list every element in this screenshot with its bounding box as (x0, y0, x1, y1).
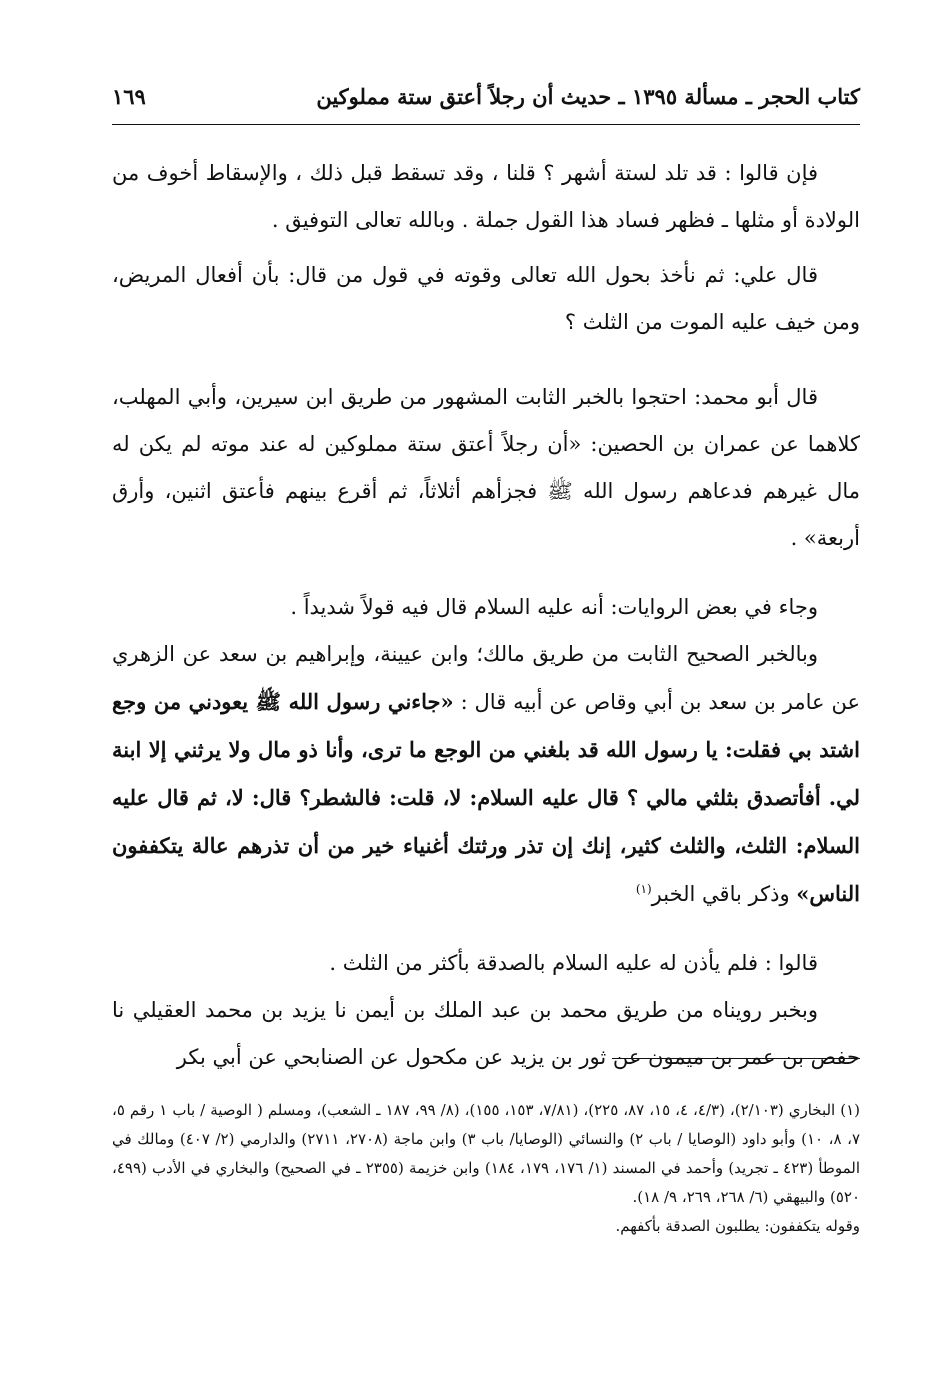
header-rule (112, 124, 860, 125)
paragraph-6: قالوا : فلم يأذن له عليه السلام بالصدقة بأكثر من الثلث . (329, 951, 818, 975)
hadith-quote: «جاءني رسول الله ﷺ يعودني من وجع اشتد بي فقلت: يا رسول الله قد بلغني من الوجع ما ترى، وأنا ذو مال ولا يرثني إلا ابنة لي. أفأتصدق بثلثي مالي ؟ قال عليه السلام: لا، قلت: فالشطر؟ قال: لا، ثم قال عليه السلام: الثلث، والثلث كثير، إنك إن تذر ورثتك أغنياء خير من أن تذرهم عالة يتكففون الناس» (112, 689, 860, 906)
footnote-reference: (١) (635, 882, 652, 896)
paragraph-7: وبخبر رويناه من طريق محمد بن عبد الملك بن أيمن نا يزيد بن محمد العقيلي نا حفص بن عمر بن ميمون عن ثور بن يزيد عن مكحول عن الصنابحي عن أبي بكر (112, 998, 860, 1069)
page-number: ١٦٩ (112, 83, 146, 109)
paragraph-2: قال علي: ثم نأخذ بحول الله تعالى وقوته في قول من قال: بأن أفعال المريض، ومن خيف عليه الموت من الثلث ؟ (112, 263, 860, 334)
footnote-1: (١) البخاري (٢/١٠٣)، (٤/٣، ٤، ١٥، ٨٧، ٢٢٥)، (٧/٨١، ١٥٣، ١٥٥)، (٨/ ٩٩، ١٨٧ ـ الشعب)، ومسلم ( الوصية / باب ١ رقم ٥، ٧، ٨، ١٠) وأبو داود (الوصايا / باب ٢) والنسائي (الوصايا/ باب ٣) وابن ماجة (٢٧٠٨، ٢٧١١) والدارمي (٢/ ٤٠٧) ومالك في الموطأ (٤٢٣ ـ تجريد) وأحمد في المسند (١/ ١٧٦، ١٧٩، ١٨٤) وابن خزيمة (٢٣٥٥ ـ في الصحيح) والبخاري في الأدب (٤٩٩، ٥٢٠) والبيهقي (٦/ ٢٦٨، ٢٦٩، ٩/ ١٨). (112, 1101, 861, 1206)
paragraph-5-intro: وبالخبر الصحيح الثابت من طريق مالك؛ وابن عيينة، وإبراهيم بن سعد عن الزهري عن عامر بن سعد بن أبي وقاص عن أبيه قال : (112, 642, 860, 714)
footnote-rule (612, 1058, 860, 1059)
header-title: كتاب الحجر ـ مسألة ١٣٩٥ ـ حديث أن رجلاً أعتق ستة مملوكين (316, 83, 860, 109)
paragraph-4: وجاء في بعض الروايات: أنه عليه السلام قال فيه قولاً شديداً . (290, 595, 818, 619)
paragraph-1: فإن قالوا : قد تلد لستة أشهر ؟ قلنا ، وقد تسقط قبل ذلك ، والإسقاط أخوف من الولادة أو مثلها ـ فظهر فساد هذا القول جملة . وبالله تعالى التوفيق . (112, 161, 860, 232)
paragraph-5-tail: وذكر باقي الخبر (651, 882, 797, 906)
running-header (112, 78, 860, 114)
main-text (112, 150, 860, 1081)
footnotes (112, 1096, 860, 1241)
paragraph-3: قال أبو محمد: احتجوا بالخبر الثابت المشهور من طريق ابن سيرين، وأبي المهلب، كلاهما عن عمران بن الحصين: «أن رجلاً أعتق ستة مملوكين له عند موته لم يكن له مال غيرهم فدعاهم رسول الله ﷺ فجزأهم أثلاثاً، ثم أقرع بينهم فأعتق اثنين، وأرق أربعة» . (112, 385, 860, 550)
footnote-gloss: وقوله يتكففون: يطلبون الصدقة بأكفهم. (615, 1217, 860, 1235)
paragraph-5 (112, 631, 860, 918)
